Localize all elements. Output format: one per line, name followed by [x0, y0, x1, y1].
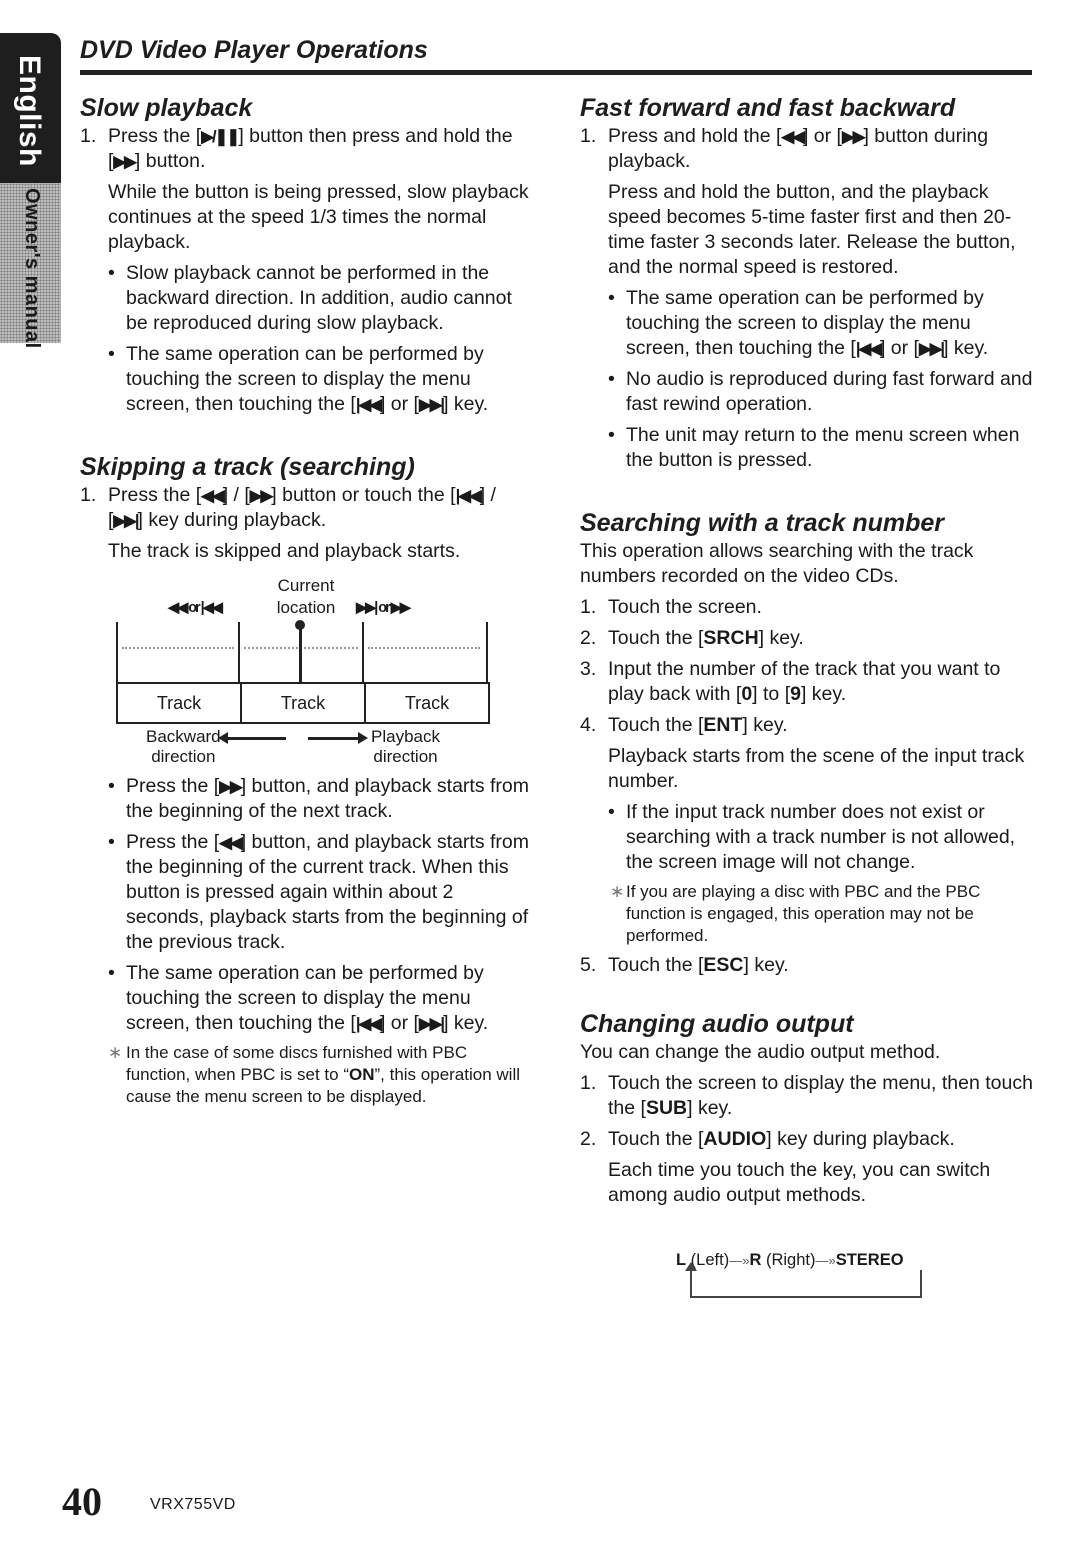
bullet-icon: • [108, 775, 115, 797]
text: (Left) [686, 1251, 730, 1269]
text: ] to [ [752, 683, 791, 705]
side-tab-language: English [13, 55, 46, 167]
text: ”, this operation will cause the menu screen to be displayed. [126, 1065, 521, 1106]
ent-key-label: ENT [703, 714, 743, 736]
text: Press the [ [108, 125, 202, 147]
model-name: VRX755VD [150, 1496, 236, 1513]
text: ] key. [758, 627, 804, 649]
bullet-item [580, 286, 1040, 361]
pbc-note [80, 1042, 530, 1108]
step-5 [580, 953, 1040, 978]
text: ] button during playback. [608, 125, 989, 172]
bullet-icon: • [608, 801, 615, 823]
bullet-icon: • [108, 831, 115, 853]
step-1 [580, 1071, 1040, 1121]
bullet-icon: • [608, 287, 615, 309]
backward-direction-label [146, 727, 221, 767]
track-cell: Track [242, 684, 366, 722]
step-1 [80, 124, 530, 174]
step-2 [580, 626, 1040, 651]
srch-key-label: SRCH [703, 627, 759, 649]
text: No audio is reproduced during fast forward and fast rewind operation. [626, 368, 1033, 415]
bullet-icon: • [108, 962, 115, 984]
play-pause-icon: ▶/❚❚ [201, 127, 239, 146]
text: ] / [ [222, 484, 250, 506]
section-skipping-track [80, 451, 530, 1108]
playback-direction-label [371, 727, 440, 767]
section-search-track-number [580, 507, 1040, 978]
text: ] key. [687, 1097, 733, 1119]
audio-cycle-diagram [676, 1248, 946, 1308]
bullet-icon: • [608, 368, 615, 390]
section-title: Fast forward and fast backward [580, 94, 956, 122]
dotted-arrow-left [122, 647, 234, 649]
skip-back-icon: |◀◀ [355, 1014, 380, 1033]
text: ] / [ [108, 484, 496, 531]
text: Touch the screen. [608, 596, 762, 618]
skip-back-icon: |◀◀ [855, 339, 880, 358]
text: ] or [ [802, 125, 842, 147]
section-intro: This operation allows searching with the track numbers recorded on the video CDs. [580, 540, 974, 587]
step-number: 1. [80, 125, 97, 147]
skip-forward-icon: ▶▶| [918, 339, 944, 358]
arrow-right-icon: —» [729, 1253, 750, 1268]
text: direction [151, 747, 216, 766]
arrow-right-icon [308, 737, 360, 740]
right-channel-label: R [749, 1251, 762, 1269]
text: ] or [ [879, 337, 919, 359]
bullet-item [580, 423, 1040, 473]
key-9-label: 9 [790, 683, 801, 705]
current-location-dot [295, 620, 305, 630]
text: If you are playing a disc with PBC and the PBC function is engaged, this operation may not be performed. [626, 882, 981, 945]
step-1 [580, 124, 1040, 174]
step-2 [580, 1127, 1040, 1152]
left-channel-label: L [676, 1251, 687, 1269]
text: ] key during playback. [766, 1128, 955, 1150]
step-number: 1. [580, 596, 597, 618]
skip-forward-icon: ▶▶| [113, 511, 138, 530]
text: Press the [ [126, 831, 220, 853]
text: The same operation can be performed by touching the screen to display the menu screen, then touching the [ [126, 343, 484, 415]
arrow-left-icon [226, 737, 286, 740]
skip-forward-ff-icons: ▶▶| or ▶▶ [356, 600, 409, 616]
bullet-icon: • [108, 262, 115, 284]
pbc-note [580, 881, 1040, 947]
step-1 [80, 483, 530, 533]
text: ] button then press and hold the [ [108, 125, 513, 172]
text: ] or [ [379, 393, 419, 415]
text: Slow playback cannot be performed in the backward direction. In addition, audio cannot be reproduced during slow playback. [126, 262, 512, 334]
bullet-item [580, 800, 1040, 875]
step-number: 3. [580, 658, 597, 680]
fast-forward-icon: ▶▶ [219, 777, 241, 796]
divider-line [362, 622, 364, 682]
esc-key-label: ESC [703, 954, 744, 976]
text: The same operation can be performed by touching the screen to display the menu screen, then touching the [ [126, 962, 484, 1034]
fast-forward-icon: ▶▶ [113, 152, 135, 171]
track-row [116, 682, 490, 724]
bullet-item [80, 774, 530, 824]
text: Backward [146, 727, 221, 746]
bullet-icon: • [608, 424, 615, 446]
text: ] key. [743, 954, 789, 976]
on-keyword: ON [349, 1065, 375, 1084]
text: Touch the [ [608, 714, 704, 736]
text: In the case of some discs furnished with PBC function, when PBC is set to “ [126, 1043, 468, 1084]
fast-forward-icon: ▶▶ [841, 127, 864, 146]
text: Touch the [ [608, 627, 704, 649]
rewind-icon: ◀◀ [201, 486, 223, 505]
divider-line [238, 622, 240, 682]
bullet-item [580, 367, 1040, 417]
section-audio-output [580, 1008, 1040, 1308]
text: Touch the [ [608, 954, 704, 976]
page-number: 40 [62, 1479, 102, 1524]
side-language-tab [0, 33, 61, 349]
text: direction [373, 747, 438, 766]
bullet-icon: • [108, 343, 115, 365]
section-intro: You can change the audio output method. [580, 1041, 941, 1063]
text: The unit may return to the menu screen when the button is pressed. [626, 424, 1020, 471]
rewind-icon: ◀◀ [781, 127, 803, 146]
rewind-icon: ◀◀ [219, 833, 241, 852]
stereo-label: STEREO [835, 1251, 904, 1269]
diagram-location-label: location [276, 598, 336, 617]
text: (Right) [761, 1251, 816, 1269]
skip-forward-icon: ▶▶| [418, 1014, 444, 1033]
step-number: 2. [580, 627, 597, 649]
header-rule [80, 70, 1032, 75]
skip-back-icon: |◀◀ [355, 395, 380, 414]
step-description: Press and hold the button, and the playback speed becomes 5-time faster first and then 20-time faster 3 seconds later. Release the button, and the normal speed is restored. [608, 181, 1016, 278]
text: ] key during playback. [137, 509, 327, 531]
right-column [580, 92, 1040, 1308]
track-skip-diagram [116, 574, 496, 764]
asterisk-icon: ∗ [108, 1043, 123, 1062]
step-1 [580, 595, 1040, 620]
divider-line [486, 622, 488, 682]
section-title: Searching with a track number [580, 509, 944, 537]
section-fast-forward [580, 92, 1040, 473]
step-4 [580, 713, 1040, 738]
text: ] or [ [379, 1012, 419, 1034]
text: Press the [ [108, 484, 202, 506]
step-description: While the button is being pressed, slow playback continues at the speed 1/3 times the normal playback. [108, 181, 529, 253]
bullet-item [80, 342, 530, 417]
rewind-skip-back-icons: ◀◀ or |◀◀ [168, 600, 221, 616]
diagram-current-label: Current [277, 576, 335, 595]
text: ] key. [443, 393, 489, 415]
left-column [80, 92, 530, 1108]
side-tab-subtitle: Owner's manual [21, 188, 43, 349]
text: Playback [371, 727, 440, 746]
text: ] button, and playback starts from the beginning of the current track. When this button is pressed again within about 2 seconds, playback starts from the beginning of the previous track. [126, 831, 530, 953]
step-number: 1. [580, 125, 597, 147]
step-description: The track is skipped and playback starts. [108, 540, 461, 562]
text: ] button. [134, 150, 206, 172]
asterisk-icon: ∗ [610, 882, 625, 901]
text: Touch the [ [608, 1128, 704, 1150]
section-title: Changing audio output [580, 1010, 854, 1038]
page-title: DVD Video Player Operations [80, 36, 428, 64]
step-number: 1. [80, 484, 97, 506]
text: ] key. [800, 683, 847, 705]
step-3 [580, 657, 1040, 707]
audio-key-label: AUDIO [703, 1128, 767, 1150]
text: ] key. [943, 337, 989, 359]
dotted-arrow-right [368, 647, 480, 649]
bullet-item [80, 961, 530, 1036]
text: ] key. [443, 1012, 489, 1034]
fast-forward-icon: ▶▶ [249, 486, 272, 505]
divider-line [116, 622, 118, 682]
key-0-label: 0 [741, 683, 753, 705]
track-cell: Track [404, 693, 450, 713]
text: Touch the screen to display the menu, then touch the [ [608, 1072, 1033, 1119]
sub-key-label: SUB [645, 1097, 688, 1119]
text: Press and hold the [ [608, 125, 782, 147]
text: ] button or touch the [ [271, 484, 456, 506]
step-description: Playback starts from the scene of the input track number. [608, 745, 1025, 792]
track-cell: Track [118, 684, 242, 722]
skip-back-icon: |◀◀ [455, 486, 480, 505]
skip-forward-icon: ▶▶| [418, 395, 444, 414]
step-number: 2. [580, 1128, 597, 1150]
text: The same operation can be performed by touching the screen to display the menu screen, then touching the [ [626, 287, 984, 359]
text: If the input track number does not exist or searching with a track number is not allowed, the screen image will not change. [626, 801, 1016, 873]
bullet-item [80, 261, 530, 336]
step-description: Each time you touch the key, you can switch among audio output methods. [608, 1159, 991, 1206]
text: ] key. [742, 714, 788, 736]
section-slow-playback [80, 92, 530, 417]
text: ] button, and playback starts from the beginning of the next track. [126, 775, 530, 822]
text: Input the number of the track that you want to play back with [ [608, 658, 1001, 705]
step-number: 1. [580, 1072, 597, 1094]
arrow-right-icon: —» [815, 1253, 836, 1268]
bullet-item [80, 830, 530, 955]
section-title: Slow playback [80, 94, 253, 122]
text: Press the [ [126, 775, 220, 797]
step-number: 4. [580, 714, 597, 736]
section-title: Skipping a track (searching) [80, 453, 415, 481]
current-location-marker [299, 624, 302, 682]
step-number: 5. [580, 954, 597, 976]
loop-back-arrow-icon [690, 1270, 922, 1298]
